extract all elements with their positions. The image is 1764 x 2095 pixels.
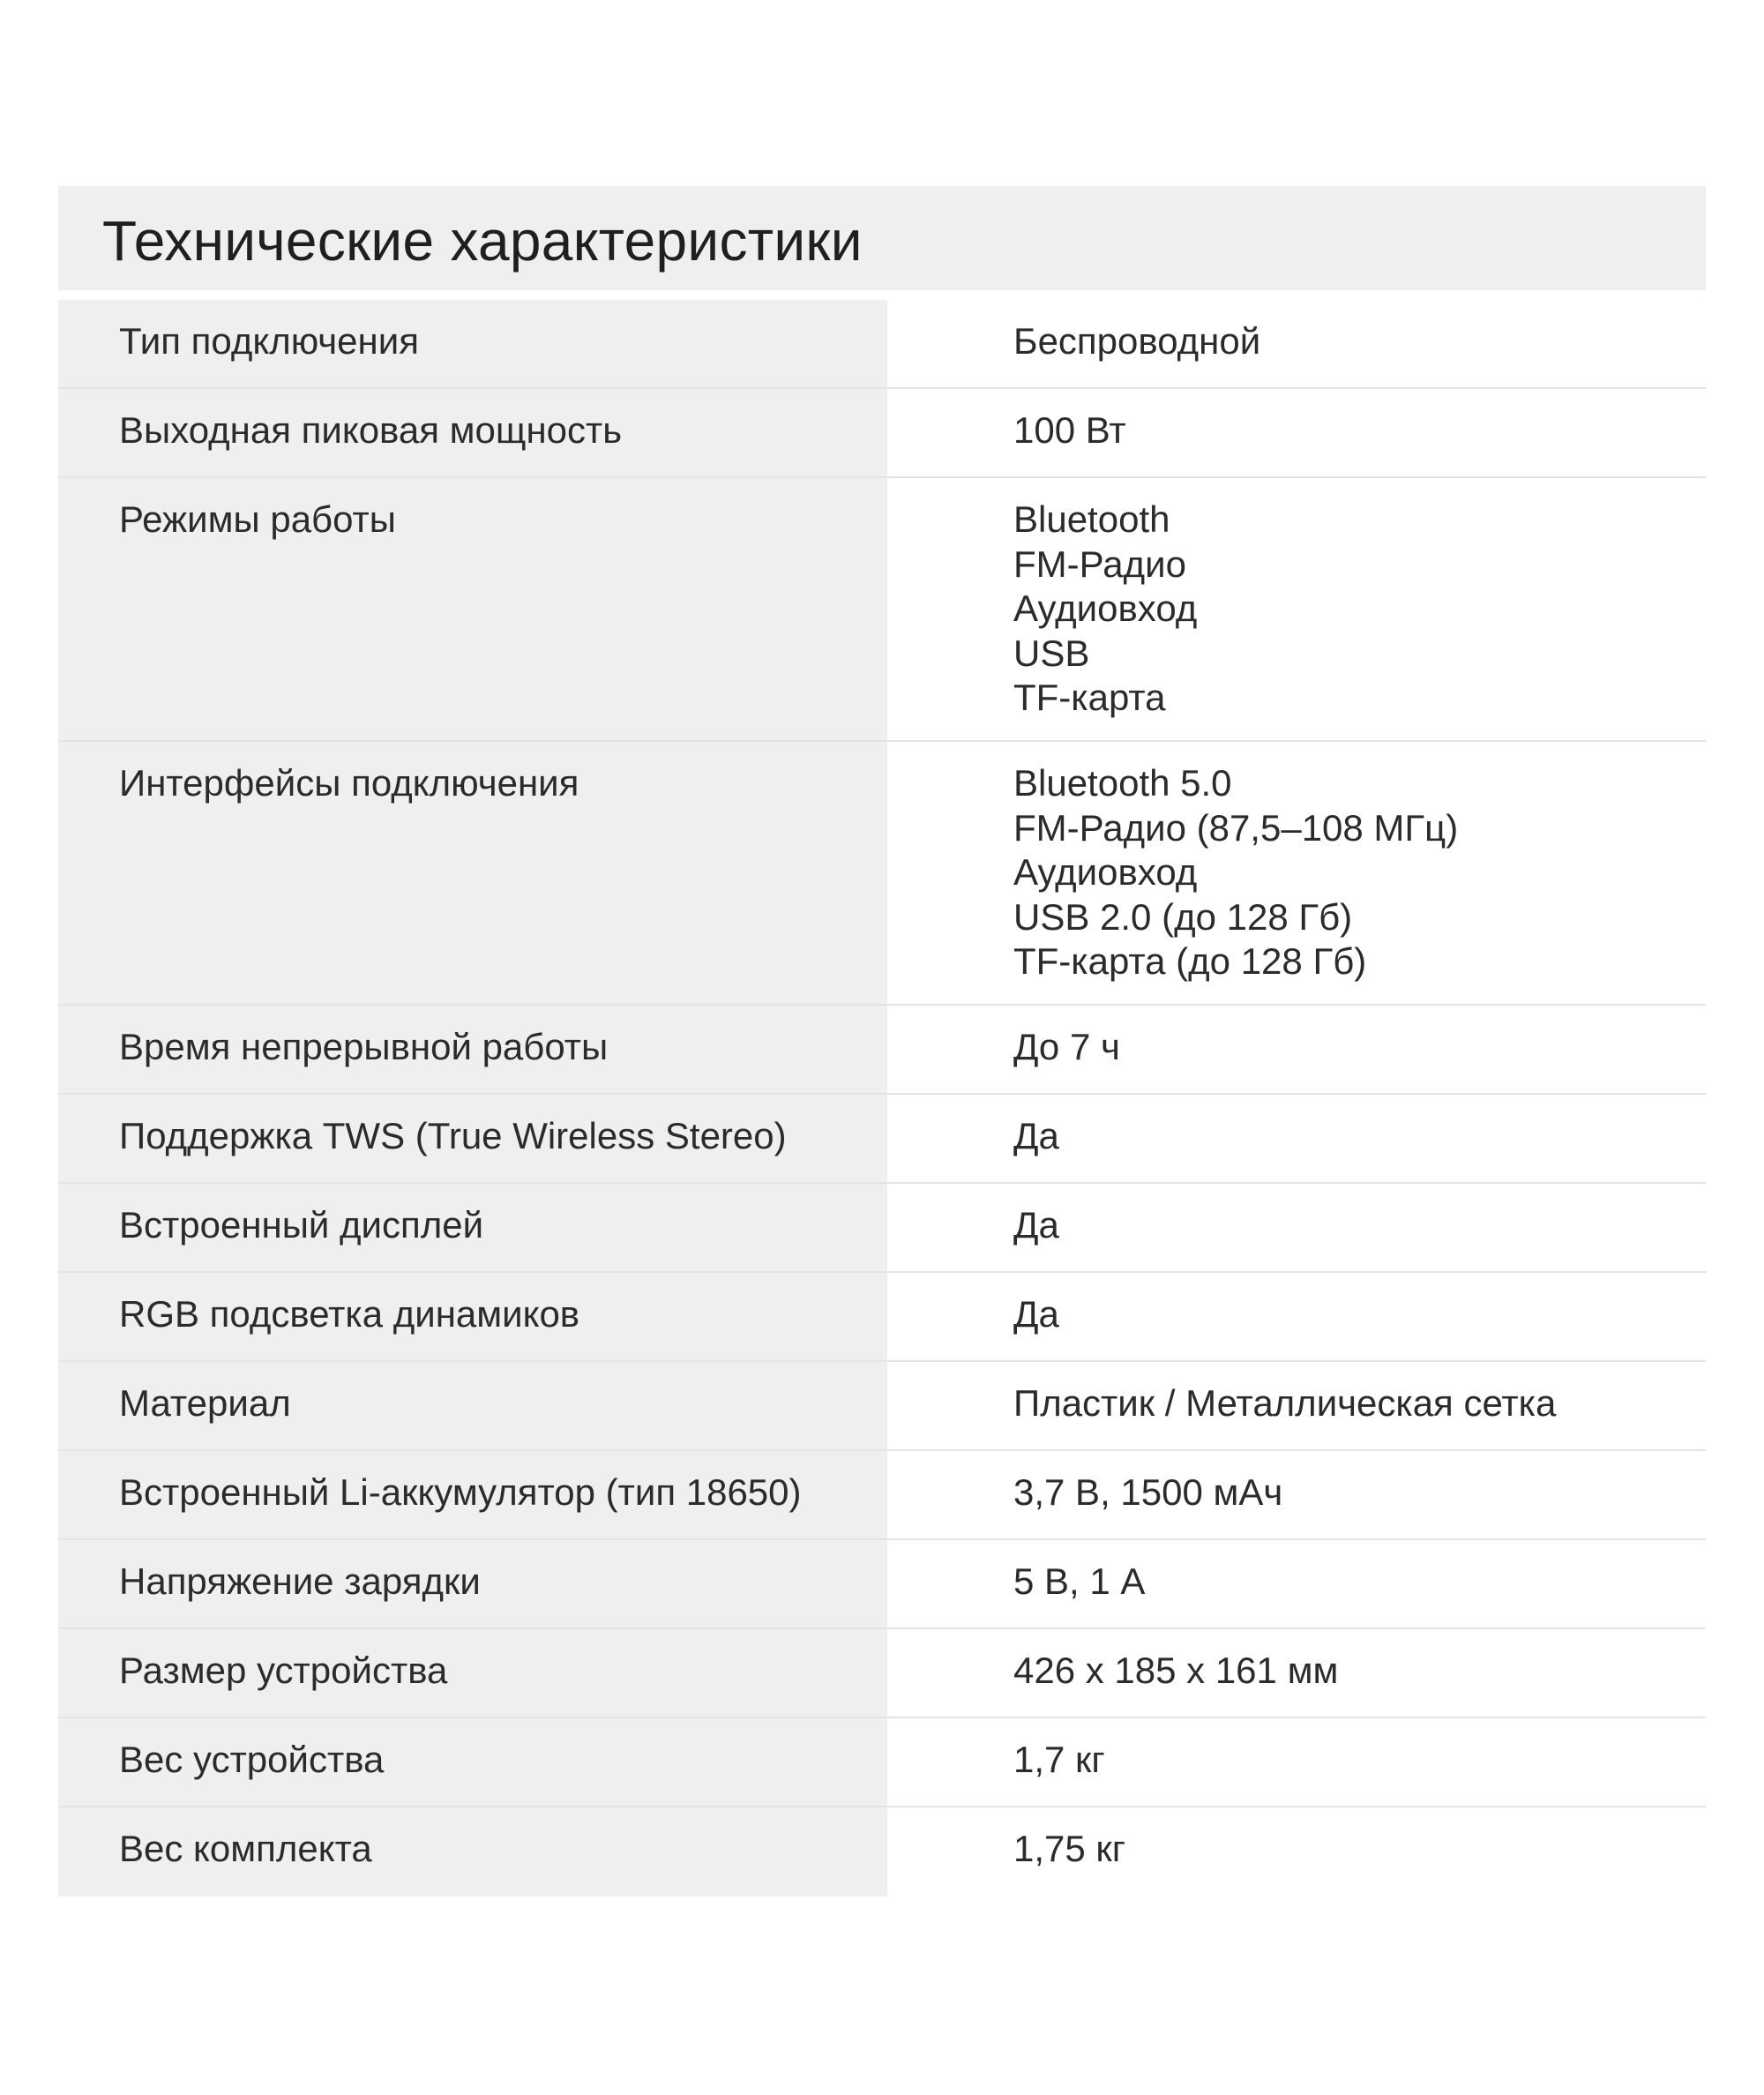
spec-row: [58, 478, 1706, 742]
spec-label: Встроенный дисплей: [119, 1204, 484, 1246]
spec-value-cell: [887, 478, 1706, 740]
spec-value-cell: [887, 1540, 1706, 1627]
spec-label-cell: [58, 1095, 887, 1182]
spec-value-list: [1013, 408, 1706, 453]
spec-row: [58, 1629, 1706, 1718]
spec-value: Bluetooth 5.0: [1013, 762, 1232, 804]
spec-row: [58, 742, 1706, 1006]
spec-value: FM-Радио: [1013, 542, 1186, 585]
spec-row: [58, 1095, 1706, 1184]
spec-row: [58, 1362, 1706, 1451]
spec-label: Размер устройства: [119, 1650, 448, 1691]
spec-label-cell: [58, 1718, 887, 1806]
spec-label: Тип подключения: [119, 320, 419, 362]
spec-label: Вес комплекта: [119, 1828, 372, 1869]
spec-label: Материал: [119, 1382, 291, 1424]
spec-value-cell: [887, 1807, 1706, 1897]
spec-table: [58, 186, 1706, 1897]
spec-value-cell: [887, 1273, 1706, 1360]
spec-value: Да: [1013, 1204, 1059, 1246]
spec-header: [58, 186, 1706, 290]
spec-label: Встроенный Li-аккумулятор (тип 18650): [119, 1471, 802, 1513]
spec-label-cell: [58, 1540, 887, 1627]
spec-rows: [58, 300, 1706, 1897]
spec-label: Вес устройства: [119, 1739, 385, 1780]
spec-value: TF-карта: [1013, 677, 1166, 718]
spec-value: FM-Радио (87,5–108 МГц): [1013, 806, 1459, 849]
spec-value-list: [1013, 319, 1706, 364]
spec-row: [58, 300, 1706, 389]
spec-value: 5 В, 1 А: [1013, 1560, 1146, 1602]
spec-value-list: [1013, 1649, 1706, 1694]
spec-label-cell: [58, 300, 887, 387]
spec-value: Да: [1013, 1115, 1059, 1156]
spec-label: Время непрерывной работы: [119, 1026, 609, 1067]
spec-value-list: [1013, 1025, 1706, 1070]
spec-row: [58, 1273, 1706, 1362]
spec-label-cell: [58, 1006, 887, 1093]
spec-value: 1,75 кг: [1013, 1828, 1126, 1869]
spec-value-list: [1013, 498, 1706, 721]
spec-value-list: [1013, 1203, 1706, 1248]
spec-value-cell: [887, 1184, 1706, 1271]
spec-label-cell: [58, 478, 887, 740]
spec-label-cell: [58, 1807, 887, 1897]
spec-value: Беспроводной: [1013, 320, 1261, 362]
spec-label: Интерфейсы подключения: [119, 762, 579, 804]
spec-value-list: [1013, 1114, 1706, 1159]
spec-value-list: [1013, 1292, 1706, 1337]
spec-value-cell: [887, 1718, 1706, 1806]
spec-value-cell: [887, 1006, 1706, 1093]
spec-row: [58, 1451, 1706, 1540]
spec-value-list: [1013, 1470, 1706, 1515]
spec-value: 1,7 кг: [1013, 1739, 1105, 1780]
spec-label: Напряжение зарядки: [119, 1560, 481, 1602]
spec-value: USB: [1013, 632, 1090, 674]
spec-value: Аудиовход: [1013, 587, 1198, 629]
spec-value-list: [1013, 1738, 1706, 1783]
spec-value-cell: [887, 300, 1706, 387]
spec-label-cell: [58, 1362, 887, 1449]
spec-label: Выходная пиковая мощность: [119, 409, 623, 451]
spec-row: [58, 1718, 1706, 1807]
spec-value: 426 x 185 x 161 мм: [1013, 1650, 1339, 1691]
spec-value-cell: [887, 742, 1706, 1004]
spec-value: TF-карта (до 128 Гб): [1013, 940, 1367, 982]
spec-label-cell: [58, 389, 887, 476]
spec-value: 100 Вт: [1013, 409, 1126, 451]
spec-value: Пластик / Металлическая сетка: [1013, 1382, 1557, 1424]
spec-value: USB 2.0 (до 128 Гб): [1013, 895, 1353, 938]
spec-value-cell: [887, 389, 1706, 476]
spec-row: [58, 1807, 1706, 1897]
spec-label-cell: [58, 1629, 887, 1717]
spec-value-list: [1013, 1560, 1706, 1605]
spec-label: RGB подсветка динамиков: [119, 1293, 580, 1335]
spec-value-list: [1013, 761, 1706, 984]
header-gap: [58, 290, 1706, 300]
spec-label-cell: [58, 742, 887, 1004]
spec-label: Режимы работы: [119, 498, 396, 540]
spec-label-cell: [58, 1273, 887, 1360]
spec-row: [58, 389, 1706, 478]
spec-value-cell: [887, 1629, 1706, 1717]
spec-row: [58, 1006, 1706, 1095]
spec-value-cell: [887, 1362, 1706, 1449]
spec-label-cell: [58, 1451, 887, 1538]
spec-value: 3,7 В, 1500 мАч: [1013, 1471, 1283, 1513]
spec-value-cell: [887, 1451, 1706, 1538]
spec-label: Поддержка TWS (True Wireless Stereo): [119, 1115, 787, 1156]
spec-value: До 7 ч: [1013, 1026, 1120, 1067]
page-title: Технические характеристики: [102, 209, 863, 273]
spec-value: Да: [1013, 1293, 1059, 1335]
spec-value-list: [1013, 1381, 1706, 1426]
spec-row: [58, 1540, 1706, 1629]
spec-row: [58, 1184, 1706, 1273]
spec-label-cell: [58, 1184, 887, 1271]
spec-value-cell: [887, 1095, 1706, 1182]
spec-value: Bluetooth: [1013, 498, 1170, 540]
spec-value-list: [1013, 1827, 1706, 1872]
spec-value: Аудиовход: [1013, 851, 1198, 893]
